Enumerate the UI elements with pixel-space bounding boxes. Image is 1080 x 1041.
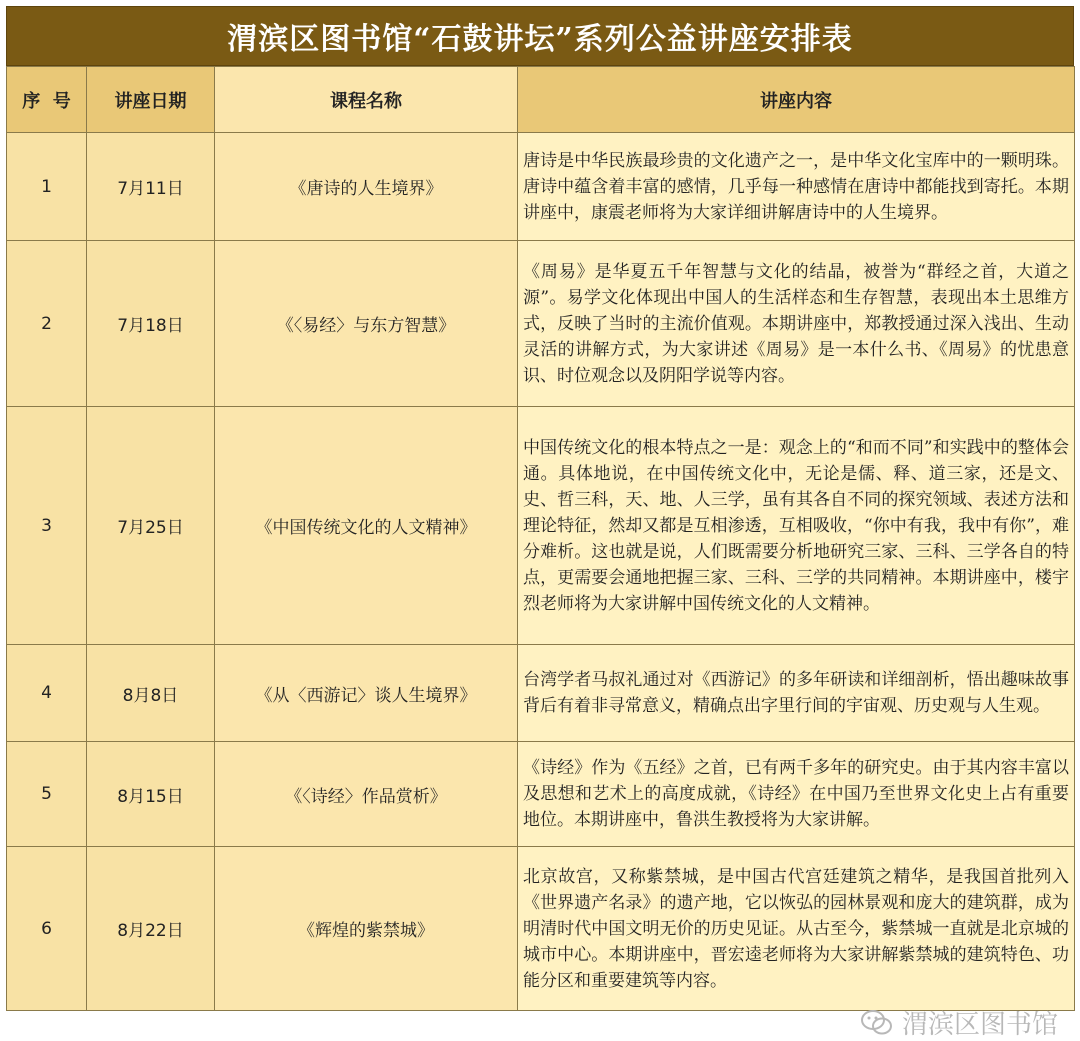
header-date: 讲座日期 xyxy=(87,67,215,133)
row-course-name: 《〈诗经〉作品赏析》 xyxy=(215,742,518,847)
wechat-icon xyxy=(860,1008,894,1038)
row-num: 2 xyxy=(7,241,87,407)
header-row xyxy=(7,67,1075,133)
row-num: 3 xyxy=(7,407,87,645)
row-content: 《诗经》作为《五经》之首，已有两千多年的研究史。由于其内容丰富以及思想和艺术上的高度成就，《诗经》在中国乃至世界文化史上占有重要地位。本期讲座中，鲁洪生教授将为大家讲解。 xyxy=(518,742,1075,847)
row-content: 中国传统文化的根本特点之一是：观念上的“和而不同”和实践中的整体会通。具体地说，在中国传统文化中，无论是儒、释、道三家，还是文、史、哲三科，天、地、人三学，虽有其各自不同的探究领域、表述方法和理论特征，然却又都是互相渗透，互相吸收，“你中有我，我中有你”，难分难析。这也就是说，人们既需要分析地研究三家、三科、三学各自的特点，更需要会通地把握三家、三科、三学的共同精神。本期讲座中，楼宇烈老师将为大家讲解中国传统文化的人文精神。 xyxy=(518,407,1075,645)
table-row xyxy=(7,645,1075,742)
header-num: 序 号 xyxy=(7,67,87,133)
row-date: 7月11日 xyxy=(87,133,215,241)
table-row xyxy=(7,133,1075,241)
row-date: 8月15日 xyxy=(87,742,215,847)
row-course-name: 《辉煌的紫禁城》 xyxy=(215,847,518,1011)
table-row xyxy=(7,742,1075,847)
row-num: 4 xyxy=(7,645,87,742)
row-course-name: 《中国传统文化的人文精神》 xyxy=(215,407,518,645)
row-num: 5 xyxy=(7,742,87,847)
header-name: 课程名称 xyxy=(215,67,518,133)
row-content: 唐诗是中华民族最珍贵的文化遗产之一，是中华文化宝库中的一颗明珠。唐诗中蕴含着丰富的感情，几乎每一种感情在唐诗中都能找到寄托。本期讲座中，康震老师将为大家详细讲解唐诗中的人生境界。 xyxy=(518,133,1075,241)
watermark xyxy=(860,1004,1058,1041)
watermark-text: 渭滨区图书馆 xyxy=(901,1010,1058,1040)
lecture-table xyxy=(6,66,1075,1011)
row-date: 7月18日 xyxy=(87,241,215,407)
row-course-name: 《〈易经〉与东方智慧》 xyxy=(215,241,518,407)
row-num: 1 xyxy=(7,133,87,241)
row-content: 台湾学者马叔礼通过对《西游记》的多年研读和详细剖析，悟出趣味故事背后有着非寻常意义，精确点出字里行间的宇宙观、历史观与人生观。 xyxy=(518,645,1075,742)
table-row xyxy=(7,847,1075,1011)
row-content: 北京故宫，又称紫禁城，是中国古代宫廷建筑之精华，是我国首批列入《世界遗产名录》的遗产地，它以恢弘的园林景观和庞大的建筑群，成为明清时代中国文明无价的历史见证。从古至今，紫禁城一直就是北京城的城市中心。本期讲座中，晋宏逵老师将为大家讲解紫禁城的建筑特色、功能分区和重要建筑等内容。 xyxy=(518,847,1075,1011)
row-date: 8月8日 xyxy=(87,645,215,742)
row-course-name: 《从〈西游记〉谈人生境界》 xyxy=(215,645,518,742)
table-row xyxy=(7,241,1075,407)
schedule-sheet xyxy=(6,6,1074,1011)
row-num: 6 xyxy=(7,847,87,1011)
table-title: 渭滨区图书馆“石鼓讲坛”系列公益讲座安排表 xyxy=(6,6,1074,66)
header-content: 讲座内容 xyxy=(518,67,1075,133)
table-row xyxy=(7,407,1075,645)
row-date: 8月22日 xyxy=(87,847,215,1011)
row-date: 7月25日 xyxy=(87,407,215,645)
row-course-name: 《唐诗的人生境界》 xyxy=(215,133,518,241)
row-content: 《周易》是华夏五千年智慧与文化的结晶，被誉为“群经之首，大道之源”。易学文化体现出中国人的生活样态和生存智慧，表现出本土思维方式，反映了当时的主流价值观。本期讲座中，郑教授通过深入浅出、生动灵活的讲解方式，为大家讲述《周易》是一本什么书、《周易》的忧患意识、时位观念以及阴阳学说等内容。 xyxy=(518,241,1075,407)
